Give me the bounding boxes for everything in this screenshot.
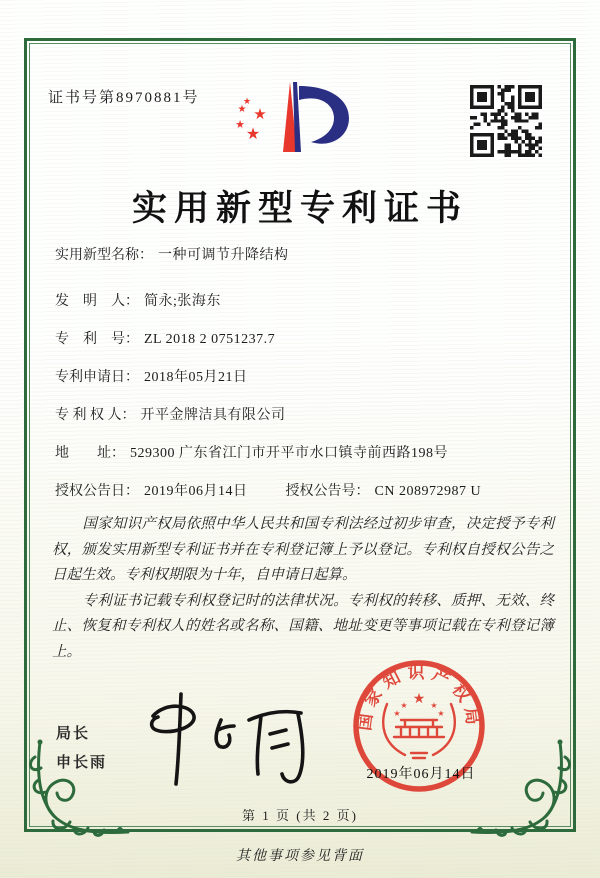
svg-text:★: ★ [242,96,252,106]
field-grant-date [55,483,552,500]
field-inventor [55,293,552,310]
certificate-title: 实用新型专利证书 [131,189,468,228]
back-side-note: 其他事项参见背面 [236,849,364,864]
certificate-fields [55,247,552,521]
field-label: 授权公告日： [55,484,139,499]
svg-text:★: ★ [430,701,438,710]
svg-text:★: ★ [237,104,247,115]
cnipa-logo-icon [233,76,370,173]
legal-paragraph-1: 国家知识产权局依照中华人民共和国专利法经过初步审查，决定授予专利权，颁发实用新型专利证书并在专利登记簿上予以登记。专利权自授权公告之日起生效。专利权期限为十年，自申请日起算。 [52,516,554,583]
field-value: CN 208972987 U [374,484,482,499]
legal-text [52,512,554,665]
legal-paragraph-2: 专利证书记载专利权登记时的法律状况。专利权的转移、质押、无效、终止、恢复和专利权人的姓名或名称、国籍、地址变更等事项记载在专利登记簿上。 [52,592,554,660]
signer-name: 申长雨 [56,754,108,771]
field-label: 专 利 号： [55,332,139,347]
field-value: ZL 2018 2 0751237.7 [144,332,276,347]
field-value: 2018年05月21日 [144,370,248,385]
field-filing-date [55,369,552,386]
field-utility-model-name [55,247,552,264]
director-signature [133,688,318,788]
field-label: 专 利 权 人： [55,408,136,423]
seal-date: 2019年06月14日 [366,767,476,782]
field-label: 发 明 人： [55,294,139,309]
field-patentee [55,407,552,424]
field-value: 开平金牌洁具有限公司 [140,408,286,423]
svg-text:★: ★ [412,692,426,707]
page-number: 第 1 页 (共 2 页) [242,808,358,823]
svg-text:★: ★ [253,107,267,123]
corner-flourish-icon [12,736,130,844]
svg-text:★: ★ [393,709,401,718]
field-value: 简永;张海东 [144,294,221,309]
field-label: 地 址： [55,446,125,461]
svg-text:★: ★ [437,709,445,718]
field-label: 专利申请日： [55,370,139,385]
signer-title: 局长 [56,725,91,742]
corner-flourish-icon [470,736,588,844]
field-value: 一种可调节升降结构 [158,248,289,263]
qr-code [470,85,542,157]
field-label: 实用新型名称： [55,248,153,263]
svg-text:★: ★ [400,701,408,710]
seal-text: 国家知识产权局 [355,662,483,732]
national-emblem-icon [383,692,455,758]
field-grant-number [286,483,482,500]
field-value: 2019年06月14日 [144,484,248,499]
field-patent-number [55,331,552,348]
field-value: 529300 广东省江门市开平市水口镇寺前西路198号 [130,446,448,461]
svg-text:★: ★ [235,119,245,131]
field-address [55,445,552,462]
certificate-number: 证书号第8970881号 [48,90,200,106]
svg-text:★: ★ [245,126,261,143]
field-label: 授权公告号： [285,484,370,499]
